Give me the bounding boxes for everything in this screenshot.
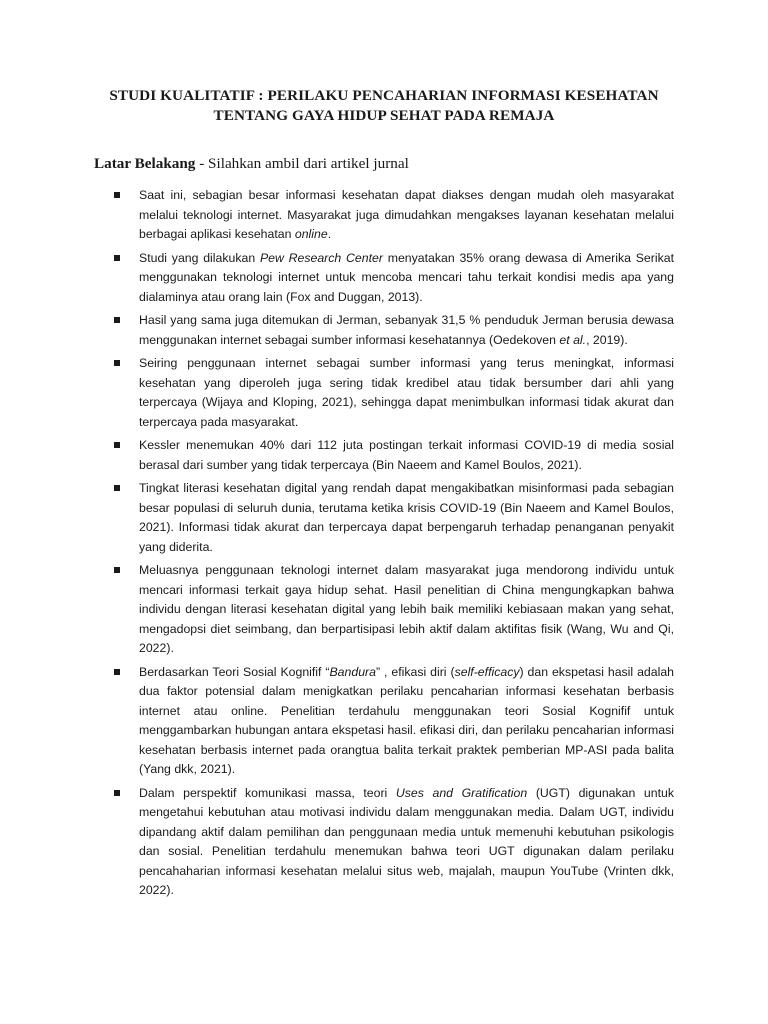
list-item [114, 784, 674, 901]
section-heading [94, 154, 409, 174]
list-item [114, 479, 674, 557]
square-bullet-icon [114, 669, 120, 675]
bullet-text: Seiring penggunaan internet sebagai sumber informasi yang terus meningkat, informasi kesehatan yang diperoleh juga sering tidak kredibel atau tidak bersumber dari ahli yang terpercaya (Wijaya and Kloping, 2021), sehingga dapat menimbulkan informasi tidak akurat dan terpercaya pada masyarakat. [139, 356, 674, 429]
square-bullet-icon [114, 567, 120, 573]
title-line-1: STUDI KUALITATIF : PERILAKU PENCAHARIAN INFORMASI KESEHATAN [109, 87, 659, 104]
list-item [114, 311, 674, 350]
list-item [114, 186, 674, 245]
bullet-text: Meluasnya penggunaan teknologi internet dalam masyarakat juga mendorong individu untuk mencari informasi terkait gaya hidup sehat. Hasil penelitian di China mengungkapkan bahwa individu dengan literasi kesehatan digital yang lebih baik memiliki kebiasaan makan yang sehat, mengadopsi diet seimbang, dan berpartisipasi lebih aktif dalam aktifitas fisik (Wang, Wu and Qi, 2022). [139, 563, 674, 655]
square-bullet-icon [114, 255, 120, 261]
bullet-text: Tingkat literasi kesehatan digital yang rendah dapat mengakibatkan misinformasi pada sebagian besar populasi di seluruh dunia, terutama ketika krisis COVID-19 (Bin Naeem and Kamel Boulos, 2021). Informasi tidak akurat dan terpercaya dapat berpengaruh terhadap penanganan penyakit yang diderita. [139, 481, 674, 554]
bullet-text: Dalam perspektif komunikasi massa, teori Uses and Gratification (UGT) digunakan untuk mengetahui kebutuhan atau motivasi individu dalam menggunakan media. Dalam UGT, individu dipandang aktif dalam pemilihan dan penggunaan media untuk memenuhi kebutuhan psikologis dan sosial. Penelitian terdahulu menemukan bahwa teori UGT digunakan dalam perilaku pencahaharian informasi kesehatan melalui situs web, majalah, maupun YouTube (Vrinten dkk, 2022). [139, 785, 674, 897]
list-item [114, 354, 674, 432]
square-bullet-icon [114, 317, 120, 323]
bullet-text: Hasil yang sama juga ditemukan di Jerman, sebanyak 31,5 % penduduk Jerman berusia dewasa menggunakan internet sebagai sumber informasi kesehatannya (Oedekoven et al., 2019). [139, 313, 674, 347]
document-title [60, 86, 708, 126]
list-item [114, 663, 674, 780]
bullet-text: Studi yang dilakukan Pew Research Center menyatakan 35% orang dewasa di Amerika Serikat menggunakan teknologi internet untuk mencoba mencari tahu terkait kondisi medis apa yang dialaminya atau orang lain (Fox and Duggan, 2013). [139, 250, 675, 304]
square-bullet-icon [114, 790, 120, 796]
bullet-text: Saat ini, sebagian besar informasi kesehatan dapat diakses dengan mudah oleh masyarakat melalui teknologi internet. Masyarakat juga dimudahkan mengakses layanan kesehatan melalui berbagai aplikasi kesehatan online. [139, 188, 674, 241]
square-bullet-icon [114, 485, 120, 491]
list-item [114, 249, 674, 308]
list-item [114, 561, 674, 659]
list-item [114, 436, 674, 475]
title-line-2: TENTANG GAYA HIDUP SEHAT PADA REMAJA [213, 107, 555, 124]
bullet-list [114, 186, 674, 905]
bullet-text: Kessler menemukan 40% dari 112 juta postingan terkait informasi COVID-19 di media sosial berasal dari sumber yang tidak terpercaya (Bin Naeem and Kamel Boulos, 2021). [139, 438, 674, 472]
section-note: - Silahkan ambil dari artikel jurnal [195, 155, 409, 172]
bullet-text: Berdasarkan Teori Sosial Kognifif “Bandura” , efikasi diri (self-efficacy) dan ekspetasi hasil adalah dua faktor potensial dalam menigkatkan perilaku pencaharian informasi kesehatan berbasis internet atau online. Penelitian terdahulu menggunakan teori Sosial Kognifif untuk menggambarkan hubungan antara ekspetasi hasil. efikasi diri, dan perilaku pencaharian informasi kesehatan berbasis internet pada orangtua balita terkait praktek pemberian MP-ASI pada balita (Yang dkk, 2021). [139, 664, 675, 776]
square-bullet-icon [114, 360, 120, 366]
section-label: Latar Belakang [94, 155, 196, 172]
square-bullet-icon [114, 192, 120, 198]
square-bullet-icon [114, 442, 120, 448]
